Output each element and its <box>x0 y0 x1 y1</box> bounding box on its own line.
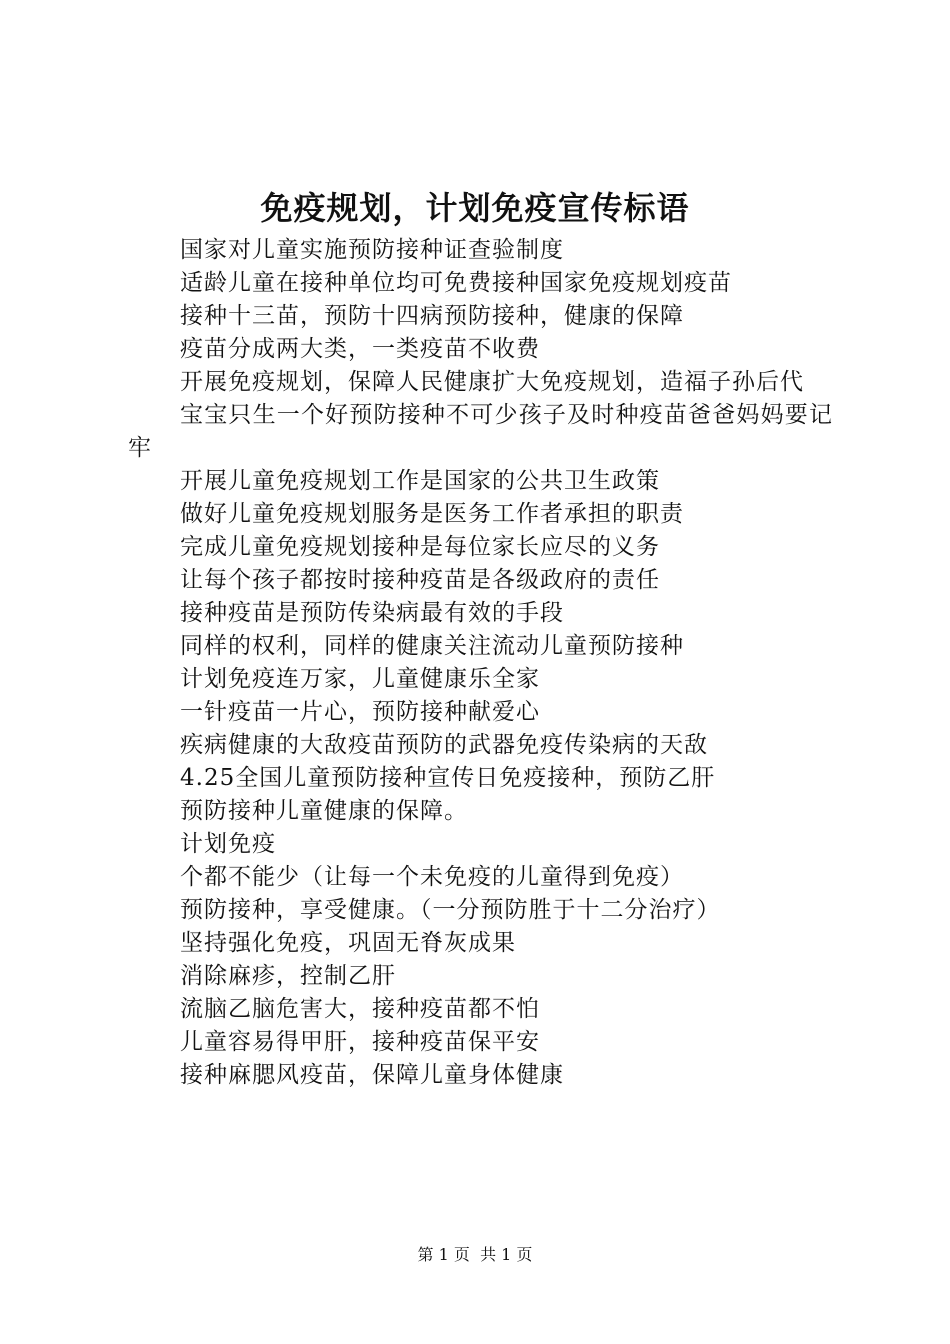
slogan-list <box>128 234 833 1092</box>
slogan-line: 4.25全国儿童预防接种宣传日免疫接种，预防乙肝 <box>180 765 716 791</box>
slogan-line: 疾病健康的大敌疫苗预防的武器免疫传染病的天敌 <box>180 732 708 758</box>
slogan-line: 一针疫苗一片心，预防接种献爱心 <box>180 699 540 725</box>
slogan-line: 适龄儿童在接种单位均可免费接种国家免疫规划疫苗 <box>180 270 732 296</box>
slogan-line: 消除麻疹，控制乙肝 <box>180 963 396 989</box>
slogan-line: 开展免疫规划，保障人民健康扩大免疫规划，造福子孙后代 <box>180 369 804 395</box>
page-number-footer: 第 1 页 共 1 页 <box>417 1245 533 1264</box>
slogan-line: 计划免疫 <box>180 831 276 857</box>
slogan-line: 儿童容易得甲肝，接种疫苗保平安 <box>180 1029 540 1055</box>
slogan-line: 预防接种，享受健康。（一分预防胜于十二分治疗） <box>180 897 721 923</box>
slogan-line: 完成儿童免疫规划接种是每位家长应尽的义务 <box>180 534 660 560</box>
slogan-line: 做好儿童免疫规划服务是医务工作者承担的职责 <box>180 501 684 527</box>
slogan-line: 开展儿童免疫规划工作是国家的公共卫生政策 <box>180 468 660 494</box>
slogan-line: 宝宝只生一个好预防接种不可少孩子及时种疫苗爸爸妈妈要记牢 <box>128 402 833 461</box>
slogan-line: 个都不能少（让每一个未免疫的儿童得到免疫） <box>180 864 684 890</box>
slogan-line: 预防接种儿童健康的保障。 <box>180 798 468 824</box>
slogan-line: 计划免疫连万家，儿童健康乐全家 <box>180 666 540 692</box>
document-title: 免疫规划，计划免疫宣传标语 <box>260 189 690 227</box>
slogan-line: 疫苗分成两大类，一类疫苗不收费 <box>180 336 540 362</box>
slogan-line: 国家对儿童实施预防接种证查验制度 <box>180 237 564 263</box>
slogan-line: 让每个孩子都按时接种疫苗是各级政府的责任 <box>180 567 660 593</box>
slogan-line: 接种十三苗，预防十四病预防接种，健康的保障 <box>180 303 684 329</box>
slogan-line: 接种麻腮风疫苗，保障儿童身体健康 <box>180 1062 564 1088</box>
slogan-line: 坚持强化免疫，巩固无脊灰成果 <box>180 930 516 956</box>
slogan-line: 流脑乙脑危害大，接种疫苗都不怕 <box>180 996 540 1022</box>
slogan-line: 同样的权利，同样的健康关注流动儿童预防接种 <box>180 633 684 659</box>
slogan-line: 接种疫苗是预防传染病最有效的手段 <box>180 600 564 626</box>
